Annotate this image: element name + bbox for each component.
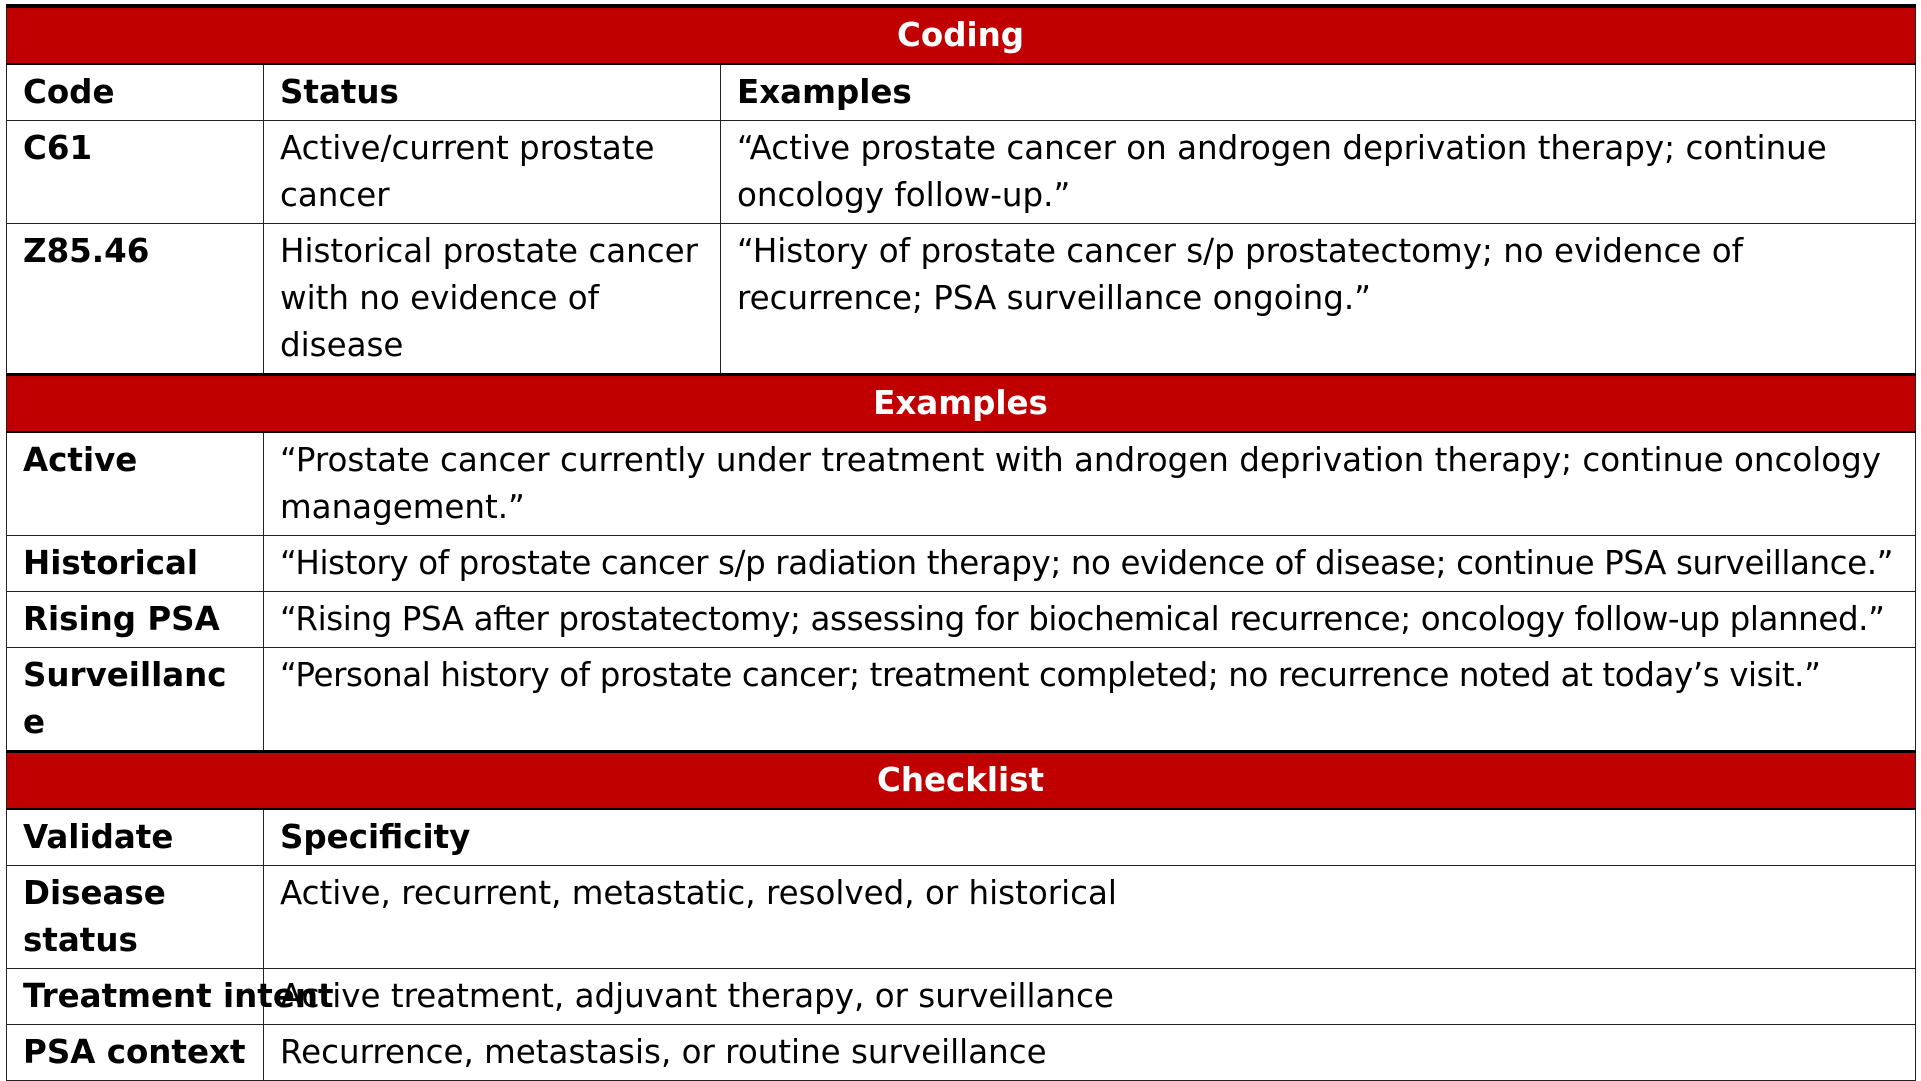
table-row [7,121,1916,224]
column-header-specificity: Specificity [264,809,1916,866]
table-row [7,969,1916,1025]
table-row [7,1025,1916,1081]
checklist-text: Active treatment, adjuvant therapy, or surveillance [264,969,1916,1025]
status-cell: Active/current prostate cancer [264,121,721,224]
section-header-coding [7,6,1916,64]
coding-header-row [7,64,1916,121]
example-label: Historical [7,536,264,592]
example-text: “Rising PSA after prostatectomy; assessing for biochemical recurrence; oncology follow-up planned.” [264,592,1916,648]
example-text: “Prostate cancer currently under treatment with androgen deprivation therapy; continue oncology management.” [264,432,1916,536]
column-header-validate: Validate [7,809,264,866]
column-header-examples: Examples [721,64,1916,121]
example-text: “Personal history of prostate cancer; treatment completed; no recurrence noted at today’s visit.” [264,648,1916,752]
column-header-code: Code [7,64,264,121]
example-cell: “Active prostate cancer on androgen deprivation therapy; continue oncology follow-up.” [721,121,1916,224]
section-header-checklist [7,752,1916,810]
status-cell: Historical prostate cancer with no evidence of disease [264,224,721,375]
section-header-examples [7,375,1916,433]
table-row [7,224,1916,375]
example-text: “History of prostate cancer s/p radiation therapy; no evidence of disease; continue PSA surveillance.” [264,536,1916,592]
table-row [7,592,1916,648]
example-label: Rising PSA [7,592,264,648]
checklist-header-row [7,809,1916,866]
table-row [7,648,1916,752]
example-label: Active [7,432,264,536]
example-cell: “History of prostate cancer s/p prostatectomy; no evidence of recurrence; PSA surveillance ongoing.” [721,224,1916,375]
table-row [7,432,1916,536]
table-row [7,866,1916,969]
code-cell: C61 [7,121,264,224]
section-title-examples: Examples [7,375,1916,433]
column-header-status: Status [264,64,721,121]
checklist-text: Recurrence, metastasis, or routine surveillance [264,1025,1916,1081]
checklist-label: Treatment intent [7,969,264,1025]
example-label: Surveillance [7,648,264,752]
code-cell: Z85.46 [7,224,264,375]
checklist-text: Active, recurrent, metastatic, resolved, or historical [264,866,1916,969]
coding-reference-table [6,4,1916,1081]
section-title-checklist: Checklist [7,752,1916,810]
checklist-label: PSA context [7,1025,264,1081]
checklist-label: Disease status [7,866,264,969]
table-row [7,536,1916,592]
section-title-coding: Coding [7,6,1916,64]
